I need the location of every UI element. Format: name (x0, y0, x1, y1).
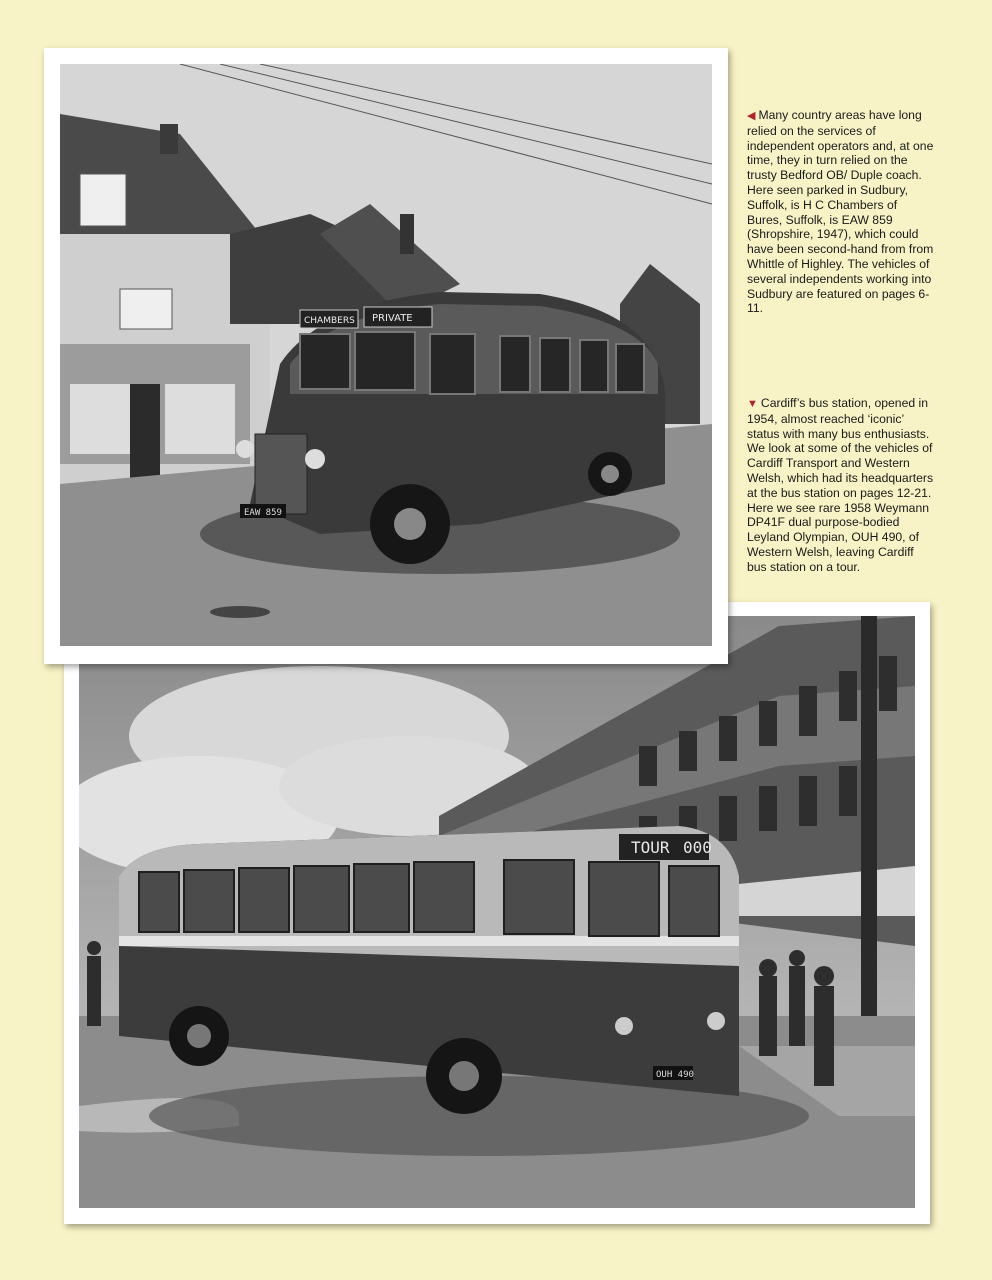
caption-top-text: Many country areas have long relied on the services of independent operators and, at one time, they in turn relied on the trusty Bedford OB/ Duple coach. Here seen parked in Sudbury, Suffolk, is H C Chambers of Bures, Suffolk, is EAW 859 (Shropshire, 1947), which could have been second-hand from from Whittle of Highley. The vehicles of several independents working into Sudbury are featured on pages 6-11. (747, 108, 934, 316)
destination-board-left: CHAMBERS (304, 316, 355, 326)
number-plate-bottom: OUH 490 (656, 1070, 694, 1080)
route-number: 000 (683, 838, 712, 857)
arrow-left-icon: ◀ (747, 110, 756, 122)
photo-cardiff-bus-station (79, 616, 915, 1208)
caption-bottom (747, 396, 935, 575)
caption-bottom-text: Cardiff’s bus station, opened in 1954, almost reached ‘iconic’ status with many bus enthusiasts. We look at some of the vehicles of Cardiff Transport and Western Welsh, which had its headquarters at the bus station on pages 12-21. Here we see rare 1958 Weymann DP41F dual purpose-bodied Leyland Olympian, OUH 490, of Western Welsh, leaving Cardiff bus station on a tour. (747, 396, 934, 574)
caption-top (747, 108, 935, 316)
number-plate-top: EAW 859 (244, 508, 282, 518)
photo-frame-bottom (64, 602, 930, 1224)
destination-board-right: PRIVATE (372, 313, 413, 324)
destination-sign: TOUR (631, 838, 670, 857)
arrow-down-icon: ▼ (747, 398, 758, 410)
photo-sudbury-coach (60, 64, 712, 646)
photo-frame-top (44, 48, 728, 664)
